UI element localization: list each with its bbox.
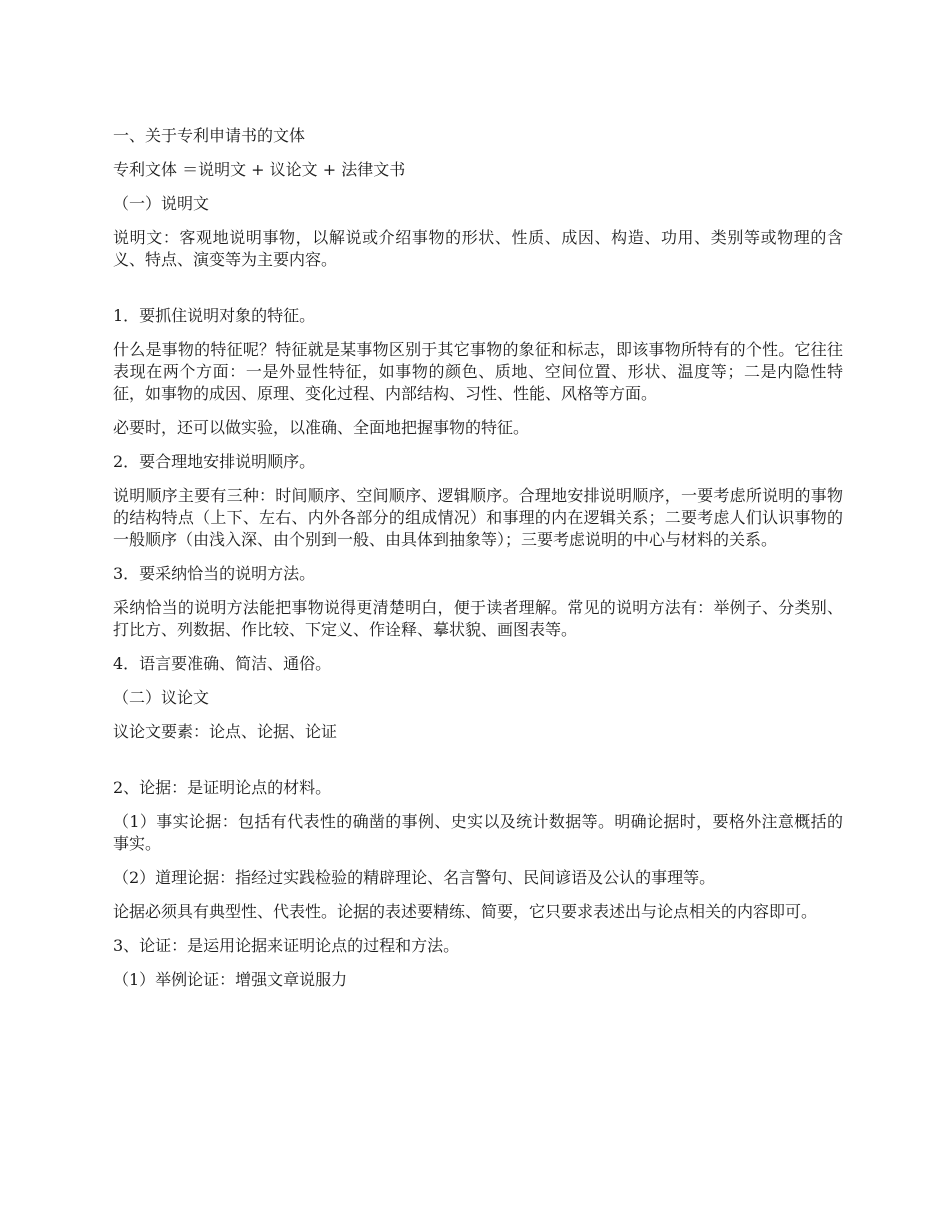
body-paragraph: 说明顺序主要有三种：时间顺序、空间顺序、逻辑顺序。合理地安排说明顺序，一要考虑所说明的事物的结构特点（上下、左右、内外各部分的组成情况）和事理的内在逻辑关系；二要考虑人们认识事物的一般顺序（由浅入深、由个别到一般、由具体到抽象等）；三要考虑说明的中心与材料的关系。	[113, 486, 843, 549]
body-paragraph: 必要时，还可以做实验，以准确、全面地把握事物的特征。	[113, 418, 530, 437]
numbered-point: 2、论据：是证明论点的材料。	[113, 778, 332, 797]
numbered-point: 3、论证：是运用论据来证明论点的过程和方法。	[113, 936, 460, 955]
body-paragraph: 说明文：客观地说明事物，以解说或介绍事物的形状、性质、成因、构造、功用、类别等或物理的含义、特点、演变等为主要内容。	[113, 228, 843, 269]
blank-line	[113, 283, 843, 305]
body-paragraph: 议论文要素：论点、论据、论证	[113, 722, 338, 741]
numbered-point: 1．要抓住说明对象的特征。	[113, 306, 316, 325]
blank-line	[113, 755, 843, 777]
formula-line: 专利文体 ＝说明文 + 议论文 + 法律文书	[113, 160, 406, 179]
subsection-heading: （二）议论文	[113, 688, 210, 707]
subsection-heading: （一）说明文	[113, 194, 210, 213]
numbered-point: 4．语言要准确、简洁、通俗。	[113, 654, 332, 673]
body-paragraph: 什么是事物的特征呢？特征就是某事物区别于其它事物的象征和标志，即该事物所特有的个性。它往往表现在两个方面：一是外显性特征，如事物的颜色、质地、空间位置、形状、温度等；二是内隐性特征，如事物的成因、原理、变化过程、内部结构、习性、性能、风格等方面。	[113, 340, 843, 403]
section-heading: 一、关于专利申请书的文体	[113, 126, 306, 145]
body-paragraph: （2）道理论据：指经过实践检验的精辟理论、名言警句、民间谚语及公认的事理等。	[113, 868, 716, 887]
body-paragraph: 采纳恰当的说明方法能把事物说得更清楚明白，便于读者理解。常见的说明方法有：举例子、分类别、打比方、列数据、作比较、下定义、作诠释、摹状貌、画图表等。	[113, 598, 843, 639]
body-paragraph: （1）事实论据：包括有代表性的确凿的事例、史实以及统计数据等。明确论据时，要格外注意概括的事实。	[113, 812, 843, 853]
body-paragraph: 论据必须具有典型性、代表性。论据的表述要精练、简要，它只要求表述出与论点相关的内容即可。	[113, 902, 818, 921]
document-page	[113, 125, 843, 1003]
numbered-point: 3．要采纳恰当的说明方法。	[113, 564, 316, 583]
numbered-point: 2．要合理地安排说明顺序。	[113, 452, 316, 471]
body-paragraph: （1）举例论证：增强文章说服力	[113, 970, 348, 989]
